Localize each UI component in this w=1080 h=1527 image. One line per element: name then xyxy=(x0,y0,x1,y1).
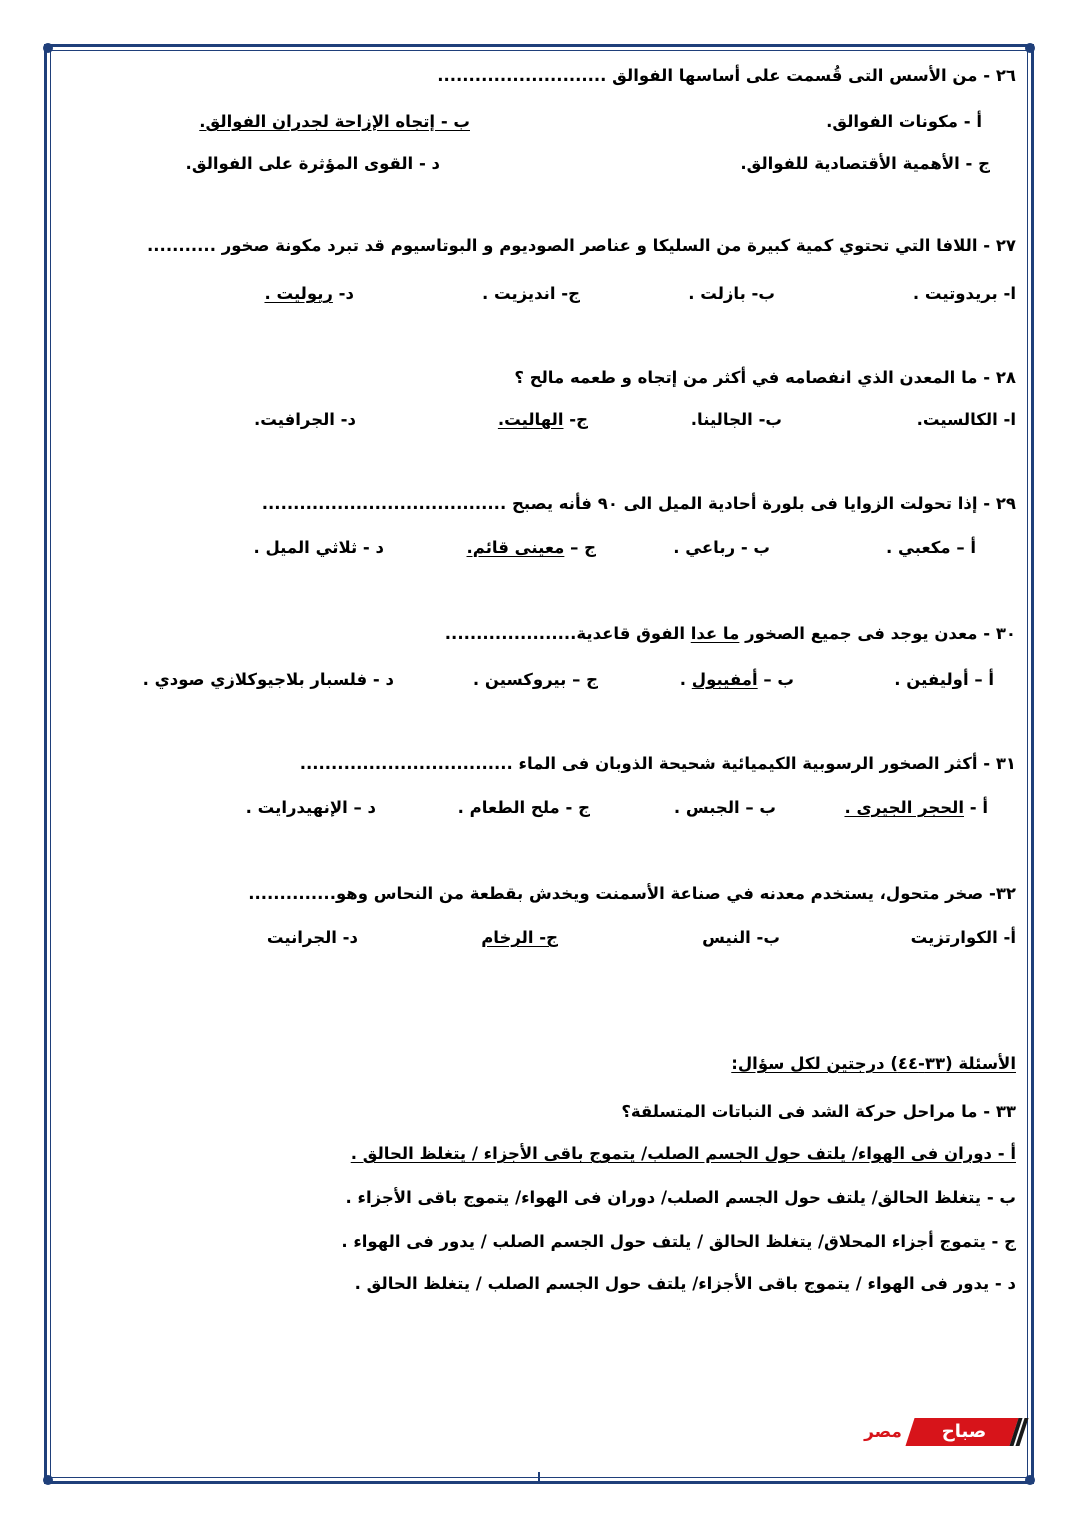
option-b-prefix: ب – xyxy=(763,670,794,689)
corner-ornament-top-right xyxy=(1025,43,1035,53)
option-b-answer: أمفيبول xyxy=(691,670,758,689)
question-stem: ٢٩ - إذا تحولت الزوايا فى بلورة أحادية الميل الى ٩٠ فأنه يصبح ....................................... xyxy=(261,494,1016,513)
option-c xyxy=(498,410,588,429)
option-b: ب – الجبس . xyxy=(673,798,776,817)
option-c: ج – بيروكسين . xyxy=(472,670,598,689)
corner-ornament-bottom-right xyxy=(1025,1475,1035,1485)
section-heading: الأسئلة (٣٣-٤٤) درجتين لكل سؤال: xyxy=(731,1054,1016,1073)
option-b-suffix: . xyxy=(679,670,687,689)
option-c-prefix: ج – xyxy=(570,538,596,557)
stem-end: الفوق قاعدية..................... xyxy=(444,624,685,643)
option-c-answer: معينى قائم. xyxy=(466,538,565,557)
option-a-answer: الحجر الجيرى . xyxy=(844,798,964,817)
option-b: ب - يتغلظ الحالق/ يلتف حول الجسم الصلب/ دوران فى الهواء/ يتموج باقى الأجزاء . xyxy=(345,1188,1016,1207)
sabah-masr-logo xyxy=(858,1416,1026,1448)
option-c: ج- انديزيت . xyxy=(481,284,580,303)
option-c-answer: ج- الرخام xyxy=(481,928,558,947)
option-a: أ- الكوارتزيت xyxy=(910,928,1016,947)
option-b xyxy=(680,670,794,689)
option-b: ب - رباعي . xyxy=(673,538,770,557)
logo-main-text: صباح xyxy=(941,1421,987,1442)
option-b: ب- النيس xyxy=(702,928,780,947)
option-a: أ - مكونات الفوالق. xyxy=(826,112,982,131)
option-d: د- الجرافيت. xyxy=(254,410,356,429)
question-stem: ٢٧ - اللافا التي تحتوي كمية كبيرة من السليكا و عناصر الصوديوم و البوتاسيوم قد تبرد مكونة صخور ........... xyxy=(147,236,1016,255)
option-d-answer: ريوليت . xyxy=(264,284,333,303)
question-stem: ٢٨ - ما المعدن الذي انفصامه في أكثر من إتجاه و طعمه مالح ؟ xyxy=(514,368,1016,387)
option-c: ج - يتموج أجزاء المحلاق/ يتغلظ الحالق / يلتف حول الجسم الصلب / يدور فى الهواء . xyxy=(341,1232,1016,1251)
option-a: أ – أوليفين . xyxy=(894,670,994,689)
option-a: ا- بريدوتيت . xyxy=(912,284,1016,303)
option-d: د - ثلاثي الميل . xyxy=(253,538,384,557)
option-d: د - فلسبار بلاجيوكلازي صودي . xyxy=(142,670,394,689)
option-d: د – الإنهيدرايت . xyxy=(245,798,376,817)
option-d: د - القوى المؤثرة على الفوالق. xyxy=(185,154,440,173)
option-a xyxy=(844,798,988,817)
option-a-answer: أ - دوران فى الهواء/ يلتف حول الجسم الصلب/ يتموج باقى الأجزاء / يتغلظ الحالق . xyxy=(350,1144,1016,1163)
option-d xyxy=(264,284,354,303)
question-stem: ٣١ - أكثر الصخور الرسوبية الكيميائية شحيحة الذوبان فى الماء .................................. xyxy=(299,754,1016,773)
question-stem: ٣٢- صخر متحول، يستخدم معدنه في صناعة الأسمنت ويخدش بقطعة من النحاس وهو.............. xyxy=(248,884,1016,903)
corner-ornament-bottom-left xyxy=(43,1475,53,1485)
option-a: أ – مكعبي . xyxy=(886,538,976,557)
option-b-answer: ب - إتجاه الإزاحة لجدران الفوالق. xyxy=(199,112,470,131)
stem-emphasis: ما عدا xyxy=(690,624,740,643)
option-b: ب- الجالينا. xyxy=(690,410,782,429)
bottom-center-mark xyxy=(538,1472,540,1484)
corner-ornament-top-left xyxy=(43,43,53,53)
option-c xyxy=(467,538,596,557)
option-a: ا- الكالسيت. xyxy=(916,410,1016,429)
logo-sub-text: مصر xyxy=(864,1422,902,1442)
option-a-prefix: أ - xyxy=(969,798,988,817)
option-b: ب- بازلت . xyxy=(688,284,775,303)
option-d: د - يدور فى الهواء / يتموج باقى الأجزاء/ يلتف حول الجسم الصلب / يتغلظ الحالق . xyxy=(354,1274,1016,1293)
option-c: ج - ملح الطعام . xyxy=(457,798,590,817)
option-c: ج - الأهمية الأقتصادية للفوالق. xyxy=(740,154,990,173)
question-stem: ٣٣ - ما مراحل حركة الشد فى النباتات المتسلقة؟ xyxy=(621,1102,1016,1121)
option-d: د- الجرانيت xyxy=(266,928,358,947)
stem-start: ٣٠ - معدن يوجد فى جميع الصخور xyxy=(745,624,1016,643)
option-c-answer: الهاليت. xyxy=(497,410,564,429)
question-stem xyxy=(445,624,1016,643)
option-c-prefix: ج- xyxy=(569,410,588,429)
question-stem: ٢٦ - من الأسس التى قُسمت على أساسها الفوالق ........................... xyxy=(437,66,1016,85)
option-d-prefix: د- xyxy=(338,284,354,303)
